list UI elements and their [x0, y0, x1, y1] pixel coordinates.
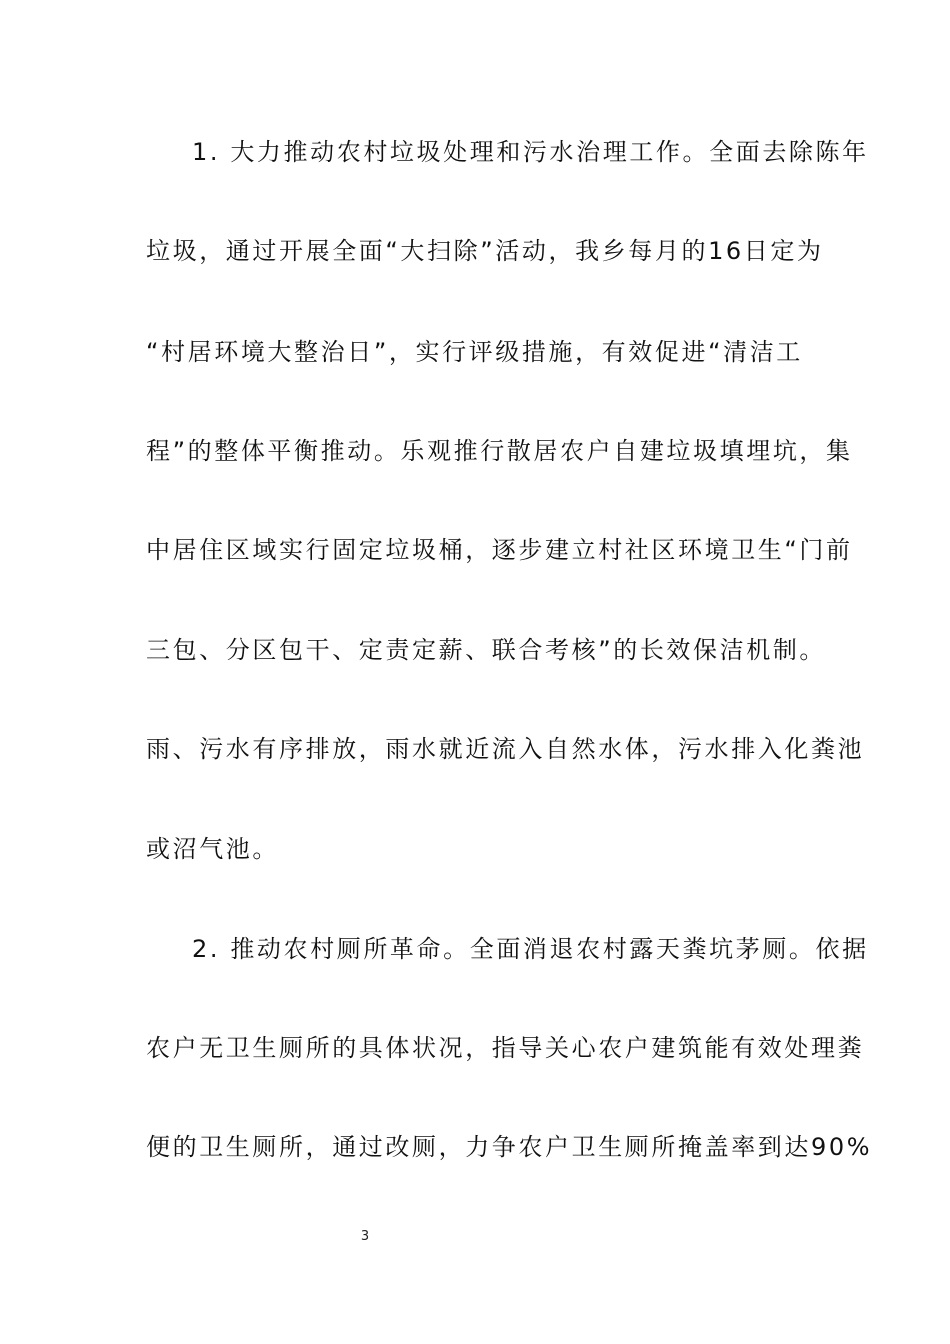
paragraph-1-line-8: 或沼气池。	[146, 835, 279, 863]
paragraph-1-line-1: 1. 大力推动农村垃圾处理和污水治理工作。全面去除陈年	[192, 138, 869, 166]
paragraph-2-line-3: 便的卫生厕所，通过改厕，力争农户卫生厕所掩盖率到达90%	[146, 1133, 873, 1161]
paragraph-1-line-4: 程”的整体平衡推动。乐观推行散居农户自建垃圾填埋坑，集	[146, 437, 853, 465]
paragraph-2-line-1: 2. 推动农村厕所革命。全面消退农村露天粪坑茅厕。依据	[192, 935, 869, 963]
paragraph-1-line-2: 垃圾，通过开展全面“大扫除”活动，我乡每月的16日定为	[146, 237, 824, 265]
page-number: 3	[360, 1229, 370, 1244]
paragraph-1-line-6: 三包、分区包干、定责定薪、联合考核”的长效保洁机制。	[146, 636, 827, 664]
paragraph-1-line-5: 中居住区域实行固定垃圾桶，逐步建立村社区环境卫生“门前	[146, 536, 853, 564]
paragraph-1-line-7: 雨、污水有序排放，雨水就近流入自然水体，污水排入化粪池	[146, 735, 865, 763]
paragraph-1-line-3: “村居环境大整治日”，实行评级措施，有效促进“清洁工	[146, 338, 803, 366]
paragraph-2-line-2: 农户无卫生厕所的具体状况，指导关心农户建筑能有效处理粪	[146, 1034, 865, 1062]
